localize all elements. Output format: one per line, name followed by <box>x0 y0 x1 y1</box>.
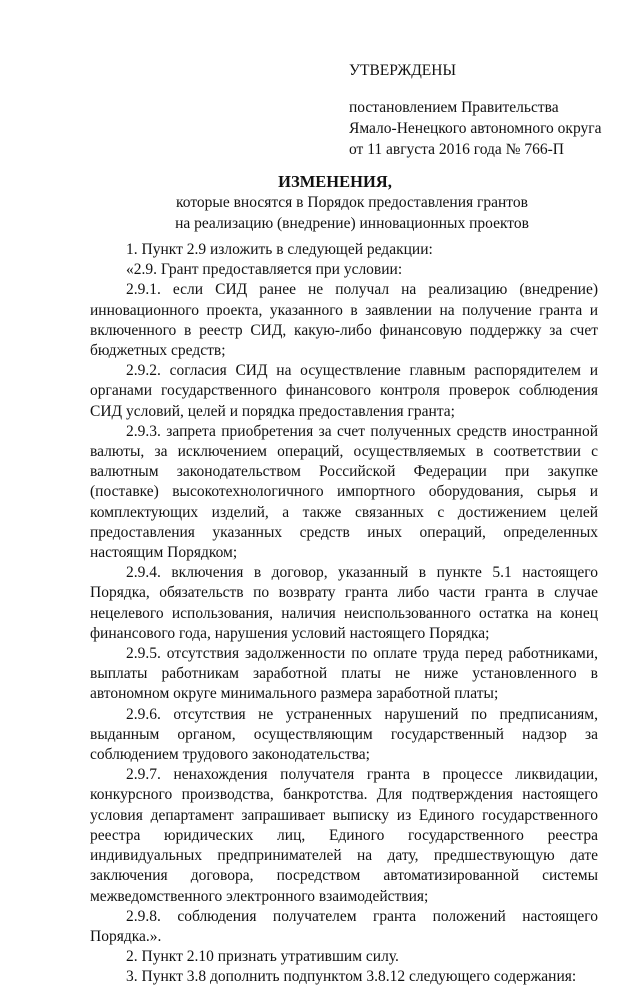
paragraph: 1. Пункт 2.9 изложить в следующей редакции: <box>126 241 433 258</box>
approval-block <box>349 60 609 160</box>
paragraph: 2.9.5. отсутствия задолженности по оплате труда перед работниками, выплаты работникам заработной платы не ниже установленного в автономном округе минимального размера заработной платы; <box>90 645 598 703</box>
document-subtitle: которые вносятся в Порядок предоставления грантов <box>176 194 528 211</box>
document-heading <box>0 171 640 234</box>
approval-line: от 11 августа 2016 года № 766-П <box>349 141 564 158</box>
paragraph: 2.9.7. ненахождения получателя гранта в процессе ликвидации, конкурсного производства, банкротства. Для подтверждения настоящего условия департамент запрашивает выписку из Единого государственного реестра юридических лиц, Единого государственного реестра индивидуальных предпринимателей на дату, предшествующую дате заключения договора, посредством автоматизированной системы межведомственного электронного взаимодействия; <box>90 766 598 905</box>
approval-line: Ямало-Ненецкого автономного округа <box>349 120 602 137</box>
paragraph: 2.9.8. соблюдения получателем гранта положений настоящего Порядка.». <box>90 907 598 945</box>
paragraph: 2.9.2. согласия СИД на осуществление главным распорядителем и органами государственного финансового контроля проверок соблюдения СИД условий, целей и порядка предоставления гранта; <box>90 362 598 420</box>
paragraph: 2. Пункт 2.10 признать утратившим силу. <box>126 948 399 966</box>
approval-line: постановлением Правительства <box>349 99 559 116</box>
document-body <box>90 240 598 988</box>
document-subtitle: на реализацию (внедрение) инновационных проектов <box>175 215 529 232</box>
paragraph: 2.9.1. если СИД ранее не получал на реализацию (внедрение) инновационного проекта, указанного в заявлении на получение гранта и включенного в реестр СИД, какую-либо финансовую поддержку за счет бюджетных средств; <box>90 281 598 360</box>
paragraph: «2.9. Грант предоставляется при условии: <box>126 261 403 279</box>
approval-title: УТВЕРЖДЕНЫ <box>349 62 456 79</box>
paragraph: 2.9.6. отсутствия не устраненных нарушений по предписаниям, выданным органом, осуществляющим государственный надзор за соблюдением трудового законодательства; <box>90 705 598 764</box>
paragraph: 2.9.3. запрета приобретения за счет полученных средств иностранной валюты, за исключением операций, осуществляемых в соответствии с валютным законодательством Российской Федерации при закупке (поставке) высокотехнологичного импортного оборудования, сырья и комплектующих изделий, а также связанных с достижением целей предоставления указанных средств иных операций, определенных настоящим Порядком; <box>90 422 598 562</box>
document-title: ИЗМЕНЕНИЯ, <box>278 172 392 191</box>
paragraph: 3. Пункт 3.8 дополнить подпунктом 3.8.12 следующего содержания: <box>126 968 577 986</box>
paragraph: 2.9.4. включения в договор, указанный в пункте 5.1 настоящего Порядка, обязательств по возврату гранта либо части гранта в случае нецелевого использования, наличия неиспользованного остатка на конец финансового года, нарушения условий настоящего Порядка; <box>90 564 598 642</box>
